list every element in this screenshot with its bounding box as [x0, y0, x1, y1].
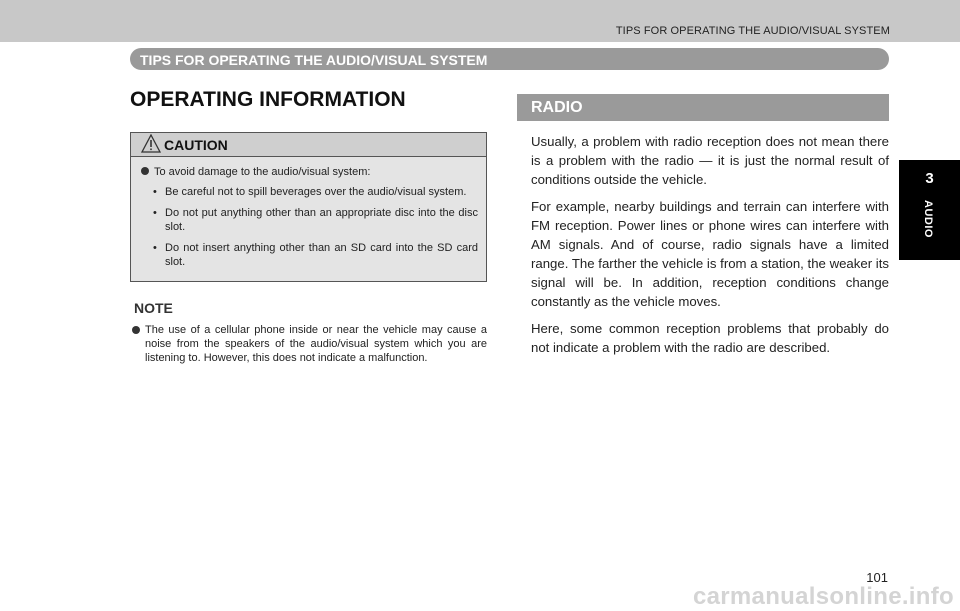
page-number: 101: [866, 570, 888, 585]
section-title-bar: [130, 48, 889, 70]
radio-heading: RADIO: [531, 99, 583, 116]
radio-paragraph: For example, nearby buildings and terrain can interfere with FM reception. Power lines or phone wires can interfere with AM signals. And of course, radio signals have a limited range. The farther the vehicle is from a station, the weaker its signal will be. In addition, reception conditions change constantly as the vehicle moves.: [531, 199, 889, 309]
caution-item: • Do not insert anything other than an SD card into the SD card slot.: [151, 241, 478, 269]
caution-box: [130, 132, 487, 282]
caution-label: CAUTION: [164, 137, 228, 153]
operating-information-heading: OPERATING INFORMATION: [130, 88, 406, 111]
chapter-label: AUDIO: [922, 200, 934, 238]
caution-header: [131, 133, 486, 157]
chapter-side-tab: [899, 160, 960, 260]
radio-paragraph: Here, some common reception problems that probably do not indicate a problem with the radio are described.: [531, 321, 889, 355]
caution-list: [151, 185, 478, 276]
caution-lead-text: To avoid damage to the audio/visual system:: [154, 166, 371, 178]
watermark: carmanualsonline.info: [692, 583, 954, 610]
radio-heading-bar: [517, 94, 889, 121]
chapter-number: 3: [925, 170, 934, 187]
note-text: The use of a cellular phone inside or near the vehicle may cause a noise from the speakers of the audio/visual system which you are listening to. However, this does not indicate a malfunction.: [145, 324, 487, 364]
section-title: TIPS FOR OPERATING THE AUDIO/VISUAL SYSTEM: [140, 52, 488, 68]
caution-item: • Be careful not to spill beverages over the audio/visual system.: [151, 185, 478, 199]
bullet-dot-icon: [132, 326, 140, 334]
caution-item: • Do not put anything other than an appropriate disc into the disc slot.: [151, 206, 478, 234]
note-title: NOTE: [134, 300, 173, 316]
radio-paragraph: Usually, a problem with radio reception does not mean there is a problem with the radio — it is just the normal result of conditions outside the vehicle.: [531, 134, 889, 187]
caution-lead: [141, 166, 370, 178]
warning-triangle-icon: [141, 134, 161, 158]
note-item: [130, 323, 487, 365]
running-head: TIPS FOR OPERATING THE AUDIO/VISUAL SYSTEM: [615, 25, 890, 37]
bullet-dot-icon: [141, 167, 149, 175]
radio-body: [531, 132, 889, 365]
